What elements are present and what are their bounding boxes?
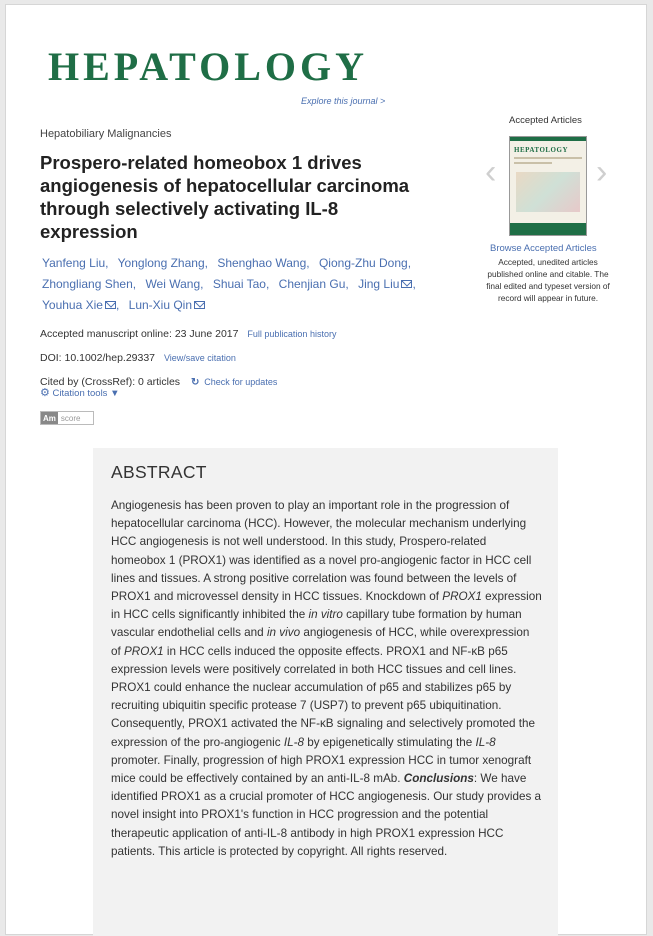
abstract-text: angiogenesis of HCC, while overexpression of <box>111 626 530 658</box>
author-name: Shuai Tao <box>212 277 266 291</box>
abstract-heading: ABSTRACT <box>111 462 207 482</box>
abstract-italic: in vitro <box>308 608 343 622</box>
author-name: Youhua Xie <box>42 298 103 312</box>
chevron-right-icon[interactable]: › <box>596 153 608 191</box>
caret-down-icon: ▼ <box>110 388 120 399</box>
cover-footer <box>510 223 586 235</box>
author-link[interactable]: Yonglong Zhang, <box>117 256 208 270</box>
author-link[interactable]: Qiong-Zhu Dong, <box>318 256 412 270</box>
abstract-italic: PROX1 <box>442 590 482 604</box>
journal-cover-thumbnail[interactable] <box>509 136 587 236</box>
abstract-text: in HCC cells induced the opposite effects. PROX1 and NF-κB p65 expression levels were positively correlated in both HCC tissues and cell lines. PROX1 could enhance the nuclear accumulation of p65 and stabilizes p65 by recruiting ubiquitin specific protease 7 (USP7) to prevent p65 ubiquitination. Consequently, PROX1 activated the NF-κB signaling and selectively promoted the expression of the pro-angiogenic <box>111 644 536 749</box>
cover-line <box>514 162 552 164</box>
abstract-text: capillary tube formation by human vascular endothelial cells and <box>111 608 522 640</box>
article-title: Prospero-related homeobox 1 drives angiogenesis of hepatocellular carcinoma through selectively activating IL-8 expression <box>40 152 410 242</box>
abstract-text: : We have identified PROX1 as a crucial promoter of HCC angiogenesis. Our study provides a novel insight into PROX1's function in HCC progression and the potential therapeutic application of anti-IL-8 antibody in high PROX1 expression HCC patients. This article is protected by copyright. All rights reserved. <box>111 772 542 858</box>
author-link[interactable] <box>129 298 205 312</box>
abstract-text: Angiogenesis has been proven to play an important role in the progression of hepatocellular carcinoma (HCC). However, the molecular mechanism underlying HCC angiogenesis is not well understood. In this study, Prospero-related homeobox 1 (PROX1) was identified as a novel pro-angiogenic factor in HCC cell lines and tissues. A strong positive correlation was found between the levels of PROX1 and microvessel density in HCC tissues. Knockdown of <box>111 499 532 604</box>
view-save-citation-link[interactable]: View/save citation <box>163 353 236 363</box>
section-label: Hepatobiliary Malignancies <box>40 128 172 140</box>
altmetric-badge[interactable] <box>40 411 94 425</box>
abstract-box <box>93 448 558 936</box>
abstract-text: by epigenetically stimulating the <box>303 735 476 749</box>
cover-art <box>516 172 580 212</box>
author-link[interactable]: Zhongliang Shen, <box>42 277 137 291</box>
abstract-text: promoter. Finally, progression of high PROX1 expression HCC in tumor xenograft mice could be effectively contained by an anti-IL-8 mAb. <box>111 753 532 786</box>
cover-band <box>510 137 586 141</box>
author-link[interactable]: Shuai Tao, <box>212 277 270 291</box>
accepted-row <box>40 328 336 340</box>
abstract-italic: IL-8 <box>475 735 496 749</box>
author-link[interactable]: Youhua Xie , <box>42 298 120 312</box>
author-name: Lun-Xiu Qin <box>128 298 193 312</box>
abstract-conclusions-label: Conclusions <box>403 772 474 786</box>
citation-tools-button[interactable] <box>40 386 119 399</box>
abstract-italic: IL-8 <box>283 735 304 749</box>
author-name: Shenghao Wang <box>217 256 307 270</box>
cover-line <box>514 157 582 159</box>
author-name: Chenjian Gu <box>278 277 346 291</box>
author-link[interactable]: Shenghao Wang, <box>217 256 310 270</box>
author-link[interactable]: Yanfeng Liu, <box>42 256 109 270</box>
author-link[interactable]: Jing Liu , <box>358 277 416 291</box>
accepted-date: 23 June 2017 <box>174 328 239 340</box>
full-history-link[interactable]: Full publication history <box>247 329 337 339</box>
author-link[interactable]: Wei Wang, <box>145 277 204 291</box>
altmetric-logo: Am <box>43 413 56 423</box>
refresh-icon[interactable]: ↻ <box>190 377 200 388</box>
author-name: Qiong-Zhu Dong <box>318 256 408 270</box>
check-updates-link[interactable]: Check for updates <box>204 377 278 387</box>
accepted-articles-description: Accepted, unedited articles published online and citable. The final edited and typeset version of record will appear in future. <box>486 257 610 303</box>
author-name: Wei Wang <box>145 277 201 291</box>
mail-icon[interactable] <box>194 301 205 309</box>
author-name: Yanfeng Liu <box>42 256 106 270</box>
citation-tools-label: Citation tools <box>52 388 108 399</box>
mail-icon[interactable] <box>105 301 116 309</box>
doi-row <box>40 352 236 364</box>
abstract-italic: in vivo <box>266 626 301 640</box>
cited-by-count[interactable]: 0 articles <box>138 376 181 388</box>
author-name: Jing Liu <box>358 277 400 291</box>
author-list <box>42 253 452 316</box>
abstract-body <box>111 497 542 861</box>
abstract-text: expression in HCC cells significantly inhibited the <box>111 590 542 622</box>
cited-by-label: Cited by (CrossRef): <box>40 376 136 388</box>
journal-title[interactable]: HEPATOLOGY <box>48 44 369 89</box>
accepted-articles-heading: Accepted Articles <box>509 115 582 126</box>
chevron-left-icon[interactable]: ‹ <box>485 153 497 191</box>
browse-accepted-articles-link[interactable]: Browse Accepted Articles <box>490 243 597 254</box>
accepted-label: Accepted manuscript online: <box>40 328 172 340</box>
author-name: Yonglong Zhang <box>117 256 205 270</box>
article-page <box>5 4 647 935</box>
author-link[interactable]: Chenjian Gu, <box>278 277 349 291</box>
abstract-italic: PROX1 <box>124 644 164 658</box>
mail-icon[interactable] <box>401 280 412 288</box>
author-name: Zhongliang Shen <box>42 277 133 291</box>
doi-label: DOI: <box>40 352 62 364</box>
altmetric-score: score <box>60 413 81 423</box>
explore-journal-link[interactable]: Explore this journal > <box>301 96 386 106</box>
doi-value: 10.1002/hep.29337 <box>64 352 156 364</box>
cover-journal-name: HEPATOLOGY <box>514 146 569 154</box>
gear-icon: ⚙ <box>40 387 50 399</box>
